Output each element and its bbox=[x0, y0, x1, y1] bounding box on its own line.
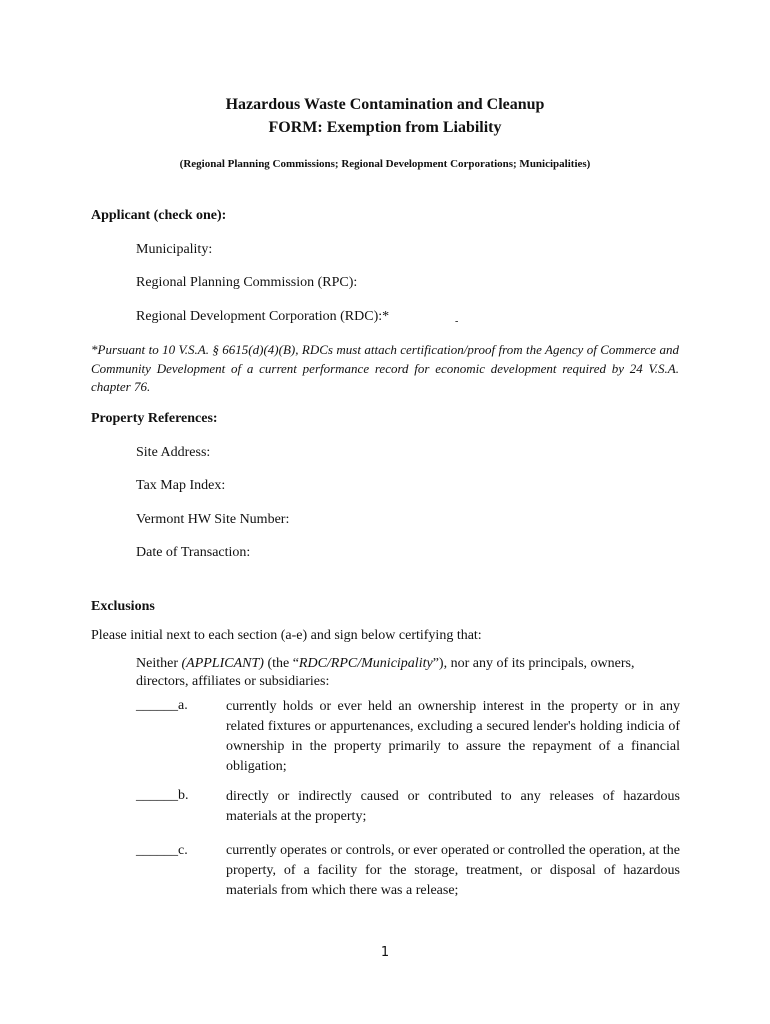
property-field-date-of-transaction: Date of Transaction: bbox=[136, 545, 251, 560]
initial-blank-c[interactable]: ______c. bbox=[136, 843, 188, 858]
exclusion-item-b: directly or indirectly caused or contributed to any releases of hazardous materials at the property; bbox=[226, 789, 680, 824]
exclusions-instruction: Please initial next to each section (a-e) and sign below certifying that: bbox=[91, 628, 482, 643]
title-line-2: FORM: Exemption from Liability bbox=[268, 119, 502, 136]
applicant-option-municipality: Municipality: bbox=[136, 242, 213, 257]
initial-blank-b[interactable]: ______b. bbox=[136, 788, 189, 803]
neither-rdc: RDC/RPC/Municipality bbox=[298, 656, 433, 671]
property-heading: Property References: bbox=[91, 411, 218, 426]
exclusion-item-a: currently holds or ever held an ownership interest in the property or in any related fixtures or appurtenances, excluding a secured lender's holding indicia of ownership in the property primarily to assure the repayment of a financial obligation; bbox=[226, 699, 680, 774]
exclusion-item-c: currently operates or controls, or ever operated or controlled the operation, at the property, of a facility for the storage, treatment, or disposal of hazardous materials from which there was a release; bbox=[226, 843, 680, 898]
applicant-option-rpc: Regional Planning Commission (RPC): bbox=[136, 275, 358, 290]
rdc-note: *Pursuant to 10 V.S.A. § 6615(d)(4)(B), RDCs must attach certification/proof from the Agency of Commerce and Community Development of a current performance record for economic development required by 24 V.S.A. chapter 76. bbox=[91, 342, 679, 394]
applicant-option-rdc: Regional Development Corporation (RDC):* bbox=[136, 309, 390, 324]
property-field-site-address: Site Address: bbox=[136, 445, 211, 460]
exclusions-heading: Exclusions bbox=[91, 599, 155, 614]
applicant-heading: Applicant (check one): bbox=[91, 208, 227, 223]
neither-suffix: ”), nor any of its principals, owners, directors, affiliates or subsidiaries: bbox=[136, 656, 635, 689]
title-line-1: Hazardous Waste Contamination and Cleanup bbox=[225, 96, 545, 113]
subtitle: (Regional Planning Commissions; Regional Development Corporations; Municipalities) bbox=[179, 158, 591, 170]
neither-prefix: Neither bbox=[136, 656, 182, 671]
page-number: 1 bbox=[380, 945, 390, 960]
initial-blank-a[interactable]: ______a. bbox=[136, 698, 188, 713]
exclusions-neither-paragraph bbox=[136, 655, 680, 691]
neither-mid: (the “ bbox=[263, 656, 299, 671]
neither-applicant: (APPLICANT) bbox=[181, 656, 264, 671]
property-field-hw-site-number: Vermont HW Site Number: bbox=[136, 512, 290, 527]
rdc-dash: - bbox=[455, 316, 459, 327]
property-field-tax-map-index: Tax Map Index: bbox=[136, 478, 226, 493]
